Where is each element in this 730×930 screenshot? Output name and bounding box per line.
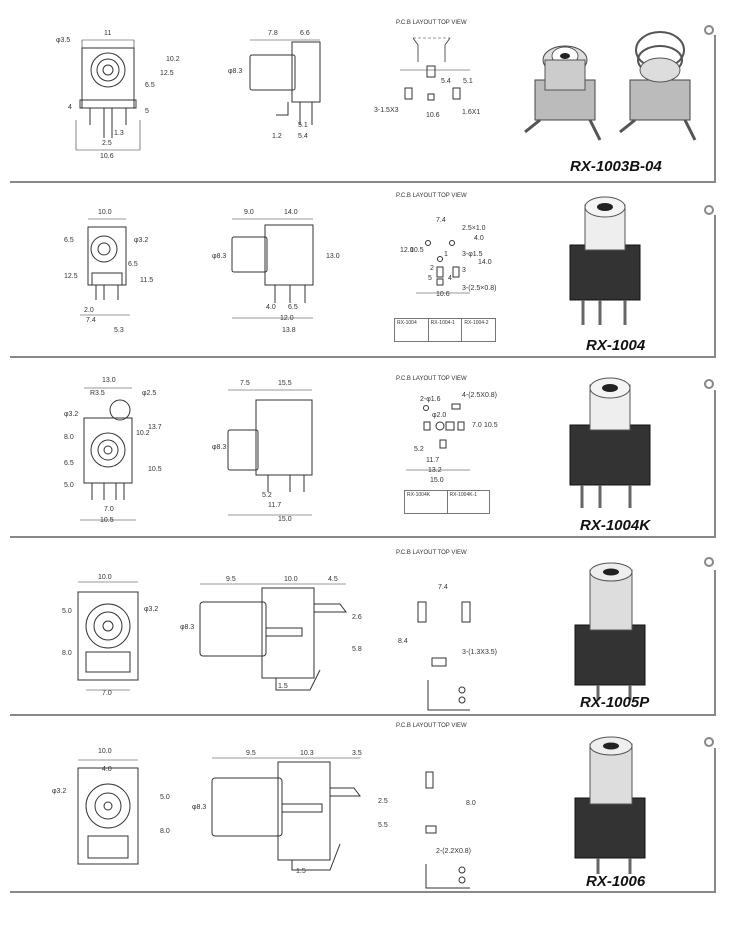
dim-label: 10.0 [284,576,298,583]
dim-label: 2.6 [352,614,362,621]
dim-label: 4.0 [474,235,484,242]
dim-label: 6.6 [300,30,310,37]
dim-label: 5.2 [262,492,272,499]
dim-label: 1.2 [272,133,282,140]
dim-label: 5.1 [463,78,473,85]
dim-label: 3-(2.5×0.8) [462,285,497,292]
pin-number: 1 [444,251,448,258]
dim-label: 6.5 [145,82,155,89]
pcb-layout-label: P.C.B LAYOUT TOP VIEW [396,550,467,556]
dim-label: 7.4 [436,217,446,224]
dim-label: 2.0 [84,307,94,314]
dim-label: 10.5 [410,247,424,254]
dim-label: 10.5 [100,517,114,524]
variant-cell: RX-1004-2 [464,320,489,326]
dim-label: 13.0 [326,253,340,260]
model-name: RX-1006 [586,873,646,890]
dim-label: 13.2 [428,467,442,474]
dim-label: 2.5×1.0 [462,225,486,232]
dim-label: 7.0 [472,422,482,429]
dim-label: 2-φ1.6 [420,396,441,403]
dim-label: 10.5 [484,422,498,429]
dim-label: 3-1.5X3 [374,107,399,114]
dim-label: 7.8 [268,30,278,37]
dim-label: 12.0 [400,247,414,254]
pin-number: 2 [430,265,434,272]
dim-label: φ2.0 [432,412,447,419]
dim-label: 10.6 [436,291,450,298]
dim-label: 10.6 [100,153,114,160]
dim-label: 8.4 [398,638,408,645]
dim-label: 3.5 [352,750,362,757]
dim-label: φ2.5 [142,390,157,397]
dim-label: 7.4 [438,584,448,591]
dim-label: 8.0 [62,650,72,657]
dim-label: 14.0 [478,259,492,266]
dim-label: 7.5 [240,380,250,387]
dim-label: 4 [68,104,72,111]
dim-label: φ3.2 [64,411,79,418]
technical-drawing [0,360,730,540]
dim-label: 11.7 [268,502,282,509]
model-name: RX-1004 [586,337,646,354]
dim-label: 9.0 [244,209,254,216]
dim-label: 10.2 [166,56,180,63]
dim-label: 1.5 [278,683,288,690]
dim-label: 10.2 [136,430,150,437]
dim-label: 6.5 [64,460,74,467]
variant-cell: RX-1004-1 [429,319,463,341]
dim-label: 5.1 [298,122,308,129]
model-name: RX-1004K [580,517,651,534]
dim-label: 12.5 [160,70,174,77]
dim-label: φ8.3 [228,68,243,75]
dim-label: 4.5 [328,576,338,583]
product-photo [575,563,645,700]
pin-number: 4 [448,275,452,282]
dim-label: 14.0 [284,209,298,216]
dim-label: 9.5 [246,750,256,757]
dim-label: φ3.2 [134,237,149,244]
dim-label: 15.0 [430,477,444,484]
variant-table [404,490,490,514]
dim-label: 5.8 [352,646,362,653]
model-name: RX-1003B-04 [570,158,662,175]
product-row-rx1005p [0,540,730,718]
dim-label: φ8.3 [180,624,195,631]
dim-label: φ3.2 [52,788,67,795]
dim-label: 5.4 [441,78,451,85]
dim-label: φ3.5 [56,37,71,44]
dim-label: 7.0 [102,690,112,697]
dim-label: 3-(1.3X3.5) [462,649,498,656]
variant-cell: RX-1004 [395,319,429,341]
dim-label: 7.0 [104,506,114,513]
dim-label: 12.5 [64,273,78,280]
dim-label: 10.5 [148,466,162,473]
dim-label: 3-φ1.5 [462,251,483,258]
dim-label: 8.0 [160,828,170,835]
dim-label: 10.3 [300,750,314,757]
dim-label: φ3.2 [144,606,159,613]
dim-label: R3.5 [90,390,105,397]
dim-label: 12.0 [280,315,294,322]
dim-label: 7.4 [86,317,96,324]
pcb-layout-label: P.C.B LAYOUT TOP VIEW [396,193,467,199]
product-photo [570,378,650,508]
dim-label: 13.8 [282,327,296,334]
product-row-rx1003b [0,0,730,185]
pcb-layout-label: P.C.B LAYOUT TOP VIEW [396,20,467,26]
dim-label: φ8.3 [212,253,227,260]
dim-label: 8.0 [466,800,476,807]
product-row-rx1004k [0,360,730,540]
dim-label: 5.4 [298,133,308,140]
variant-cell: RX-1004K-1 [449,492,478,498]
dim-label: φ8.3 [212,444,227,451]
dim-label: 10.0 [98,748,112,755]
dim-label: 11.5 [140,277,154,284]
dim-label: 11 [104,30,112,37]
dim-label: 2-(2.2X0.8) [436,848,472,855]
dim-label: 1.3 [114,130,124,137]
product-photo [570,197,640,325]
product-row-rx1004 [0,185,730,360]
dim-label: 5 [145,108,149,115]
dim-label: 4-(2.5X0.8) [462,392,498,399]
dim-label: 5.0 [62,608,72,615]
product-photo [575,737,645,874]
product-row-rx1006 [0,718,730,930]
dim-label: 5.5 [378,822,388,829]
dim-label: 13.7 [148,424,162,431]
dim-label: 4.0 [266,304,276,311]
dim-label: 5.0 [64,482,74,489]
dim-label: 1.5 [296,868,306,875]
pcb-layout-label: P.C.B LAYOUT TOP VIEW [396,723,467,729]
product-photo [525,32,695,140]
dim-label: 6.5 [128,261,138,268]
dim-label: 5.2 [414,446,424,453]
dim-label: 8.0 [64,434,74,441]
pin-number: 5 [428,275,432,282]
dim-label: 10.0 [98,574,112,581]
dim-label: 1.6X1 [462,109,481,116]
dim-label: 11.7 [426,457,440,464]
dim-label: φ8.3 [192,804,207,811]
dim-label: 15.0 [278,516,292,523]
dim-label: 2.5 [378,798,388,805]
pin-number: 3 [462,267,466,274]
dim-label: 5.0 [160,794,170,801]
dim-label: 13.0 [102,377,116,384]
dim-label: 4.0 [102,766,112,773]
dim-label: 10.6 [426,112,440,119]
dim-label: 6.5 [288,304,298,311]
dim-label: 2.5 [102,140,112,147]
variant-table [394,318,496,342]
dim-label: 10.0 [98,209,112,216]
variant-cell: RX-1004K [405,491,448,513]
model-name: RX-1005P [580,694,650,711]
dim-label: 9.5 [226,576,236,583]
dim-label: 5.3 [114,327,124,334]
dim-label: 15.5 [278,380,292,387]
pcb-layout-label: P.C.B LAYOUT TOP VIEW [396,376,467,382]
dim-label: 6.5 [64,237,74,244]
